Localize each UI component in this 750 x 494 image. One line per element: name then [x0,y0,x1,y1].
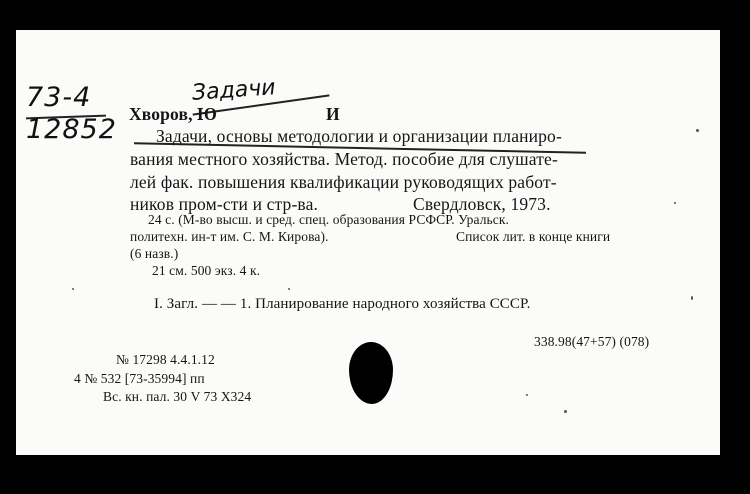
title-line-2: вания местного хозяйства. Метод. пособие для слушате- [130,149,558,169]
place-year: Свердловск, 1973. [413,194,551,214]
size-print-run: 21 см. 500 экз. 4 к. [152,263,261,278]
tracing-line: I. Загл. — — 1. Планирование народного хозяйства СССР. [154,296,531,312]
speck [674,202,676,204]
copy-line: 4 № 532 [73-35994] пп [74,371,205,386]
title-line-4: ников пром-сти и стр-ва. [130,194,319,214]
speck [288,288,290,290]
holdings-line: Вс. кн. пал. 30 V 73 Х324 [103,389,252,404]
speck [691,296,693,300]
handwritten-shelf-mark-bottom: 12852 [26,114,117,145]
card-hole-punch [349,342,393,404]
title-line-1: Задачи, основы методологии и организации планиро- [156,126,562,146]
handwritten-note: Задачи [191,75,277,106]
author-initial: И [326,104,340,124]
pages-series-line-2: политехн. ин-т им. С. М. Кирова). [130,229,329,244]
classification-number: 338.98(47+57) (078) [534,334,650,349]
title-line-3: лей фак. повышения квалификации руководящих работ- [130,172,557,192]
speck [526,394,528,396]
bibliography-note: Список лит. в конце книги [456,229,611,244]
author-surname: Хворов, Ю [129,104,218,124]
bibliography-count: (6 назв.) [130,246,179,261]
catalog-card [16,30,720,455]
pages-series-line-1: 24 с. (М-во высш. и сред. спец. образования РСФСР. Уральск. [148,212,510,227]
speck [72,288,74,290]
record-number: № 17298 4.4.1.12 [116,352,215,367]
speck [696,129,699,132]
handwritten-shelf-mark-top: 73-4 [26,82,92,113]
speck [564,410,567,413]
